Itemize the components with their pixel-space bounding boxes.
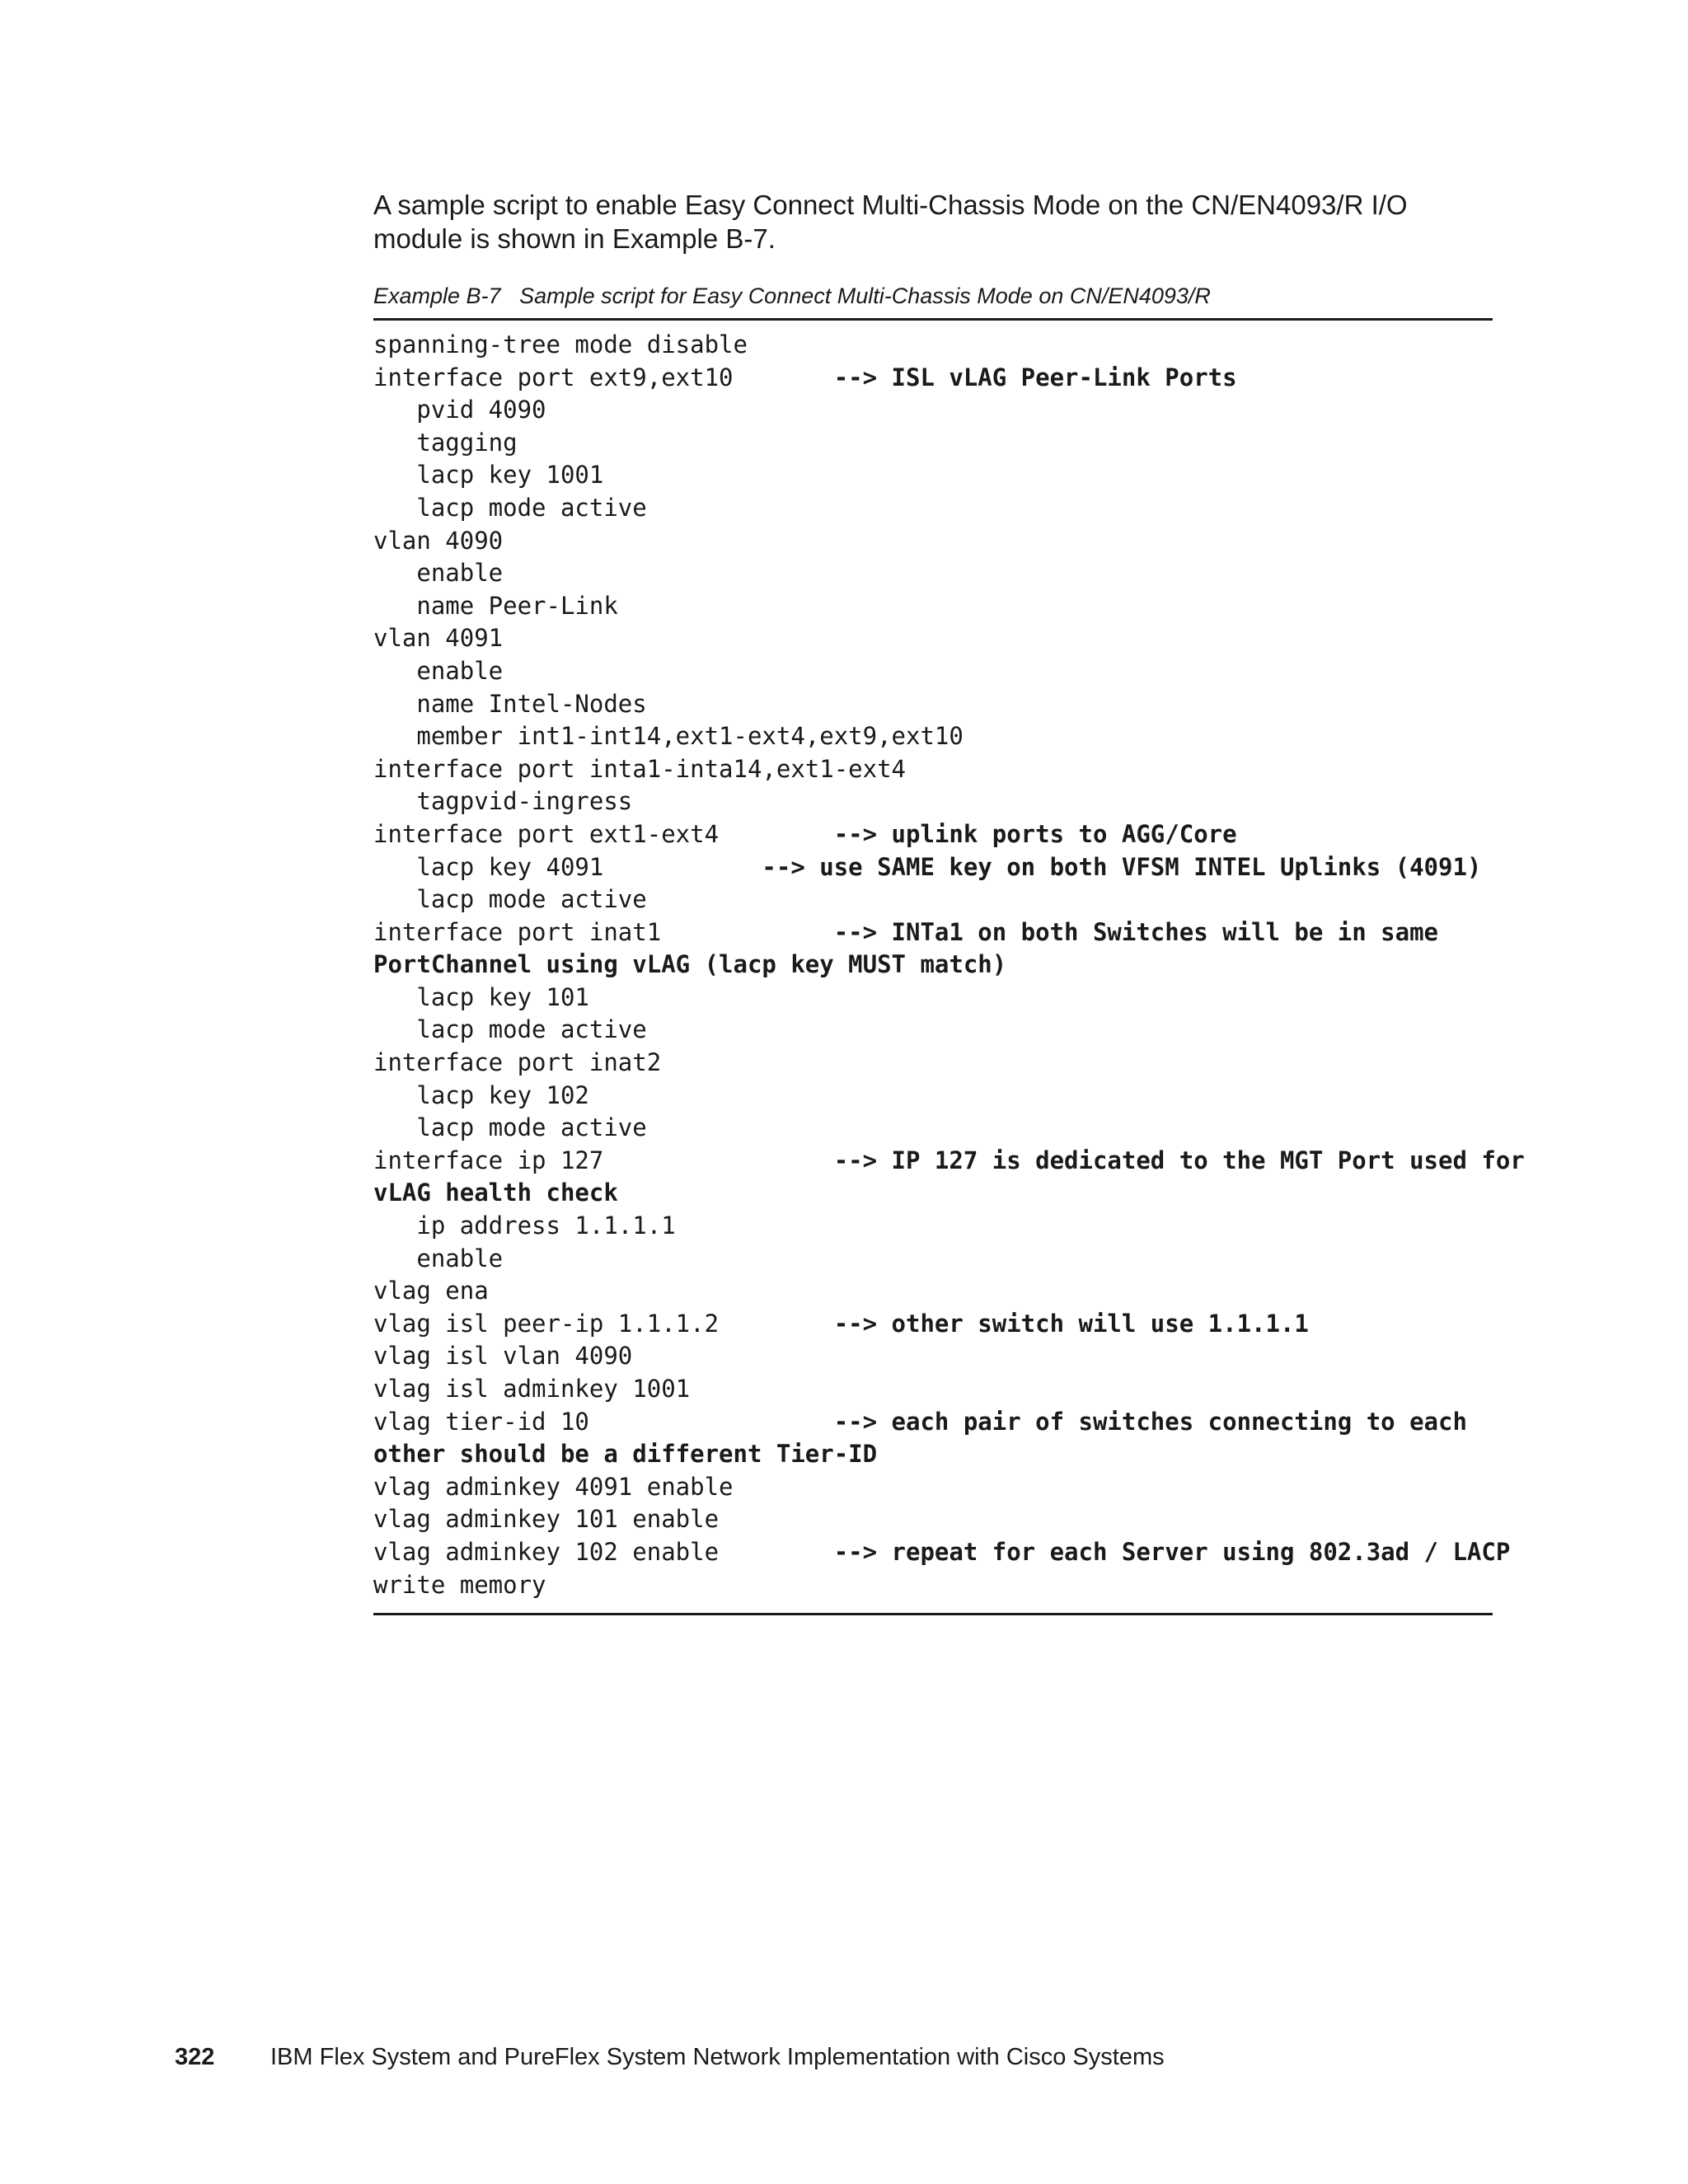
code-comment: --> IP 127 is dedicated to the MGT Port used for: [833, 1146, 1525, 1174]
code-line: [373, 525, 1493, 558]
example-caption: [373, 282, 1211, 310]
code-text: spanning-tree mode disable: [373, 330, 748, 359]
code-line: [373, 720, 1493, 753]
example-title: Sample script for Easy Connect Multi-Chassis Mode on CN/EN4093/R: [519, 284, 1211, 308]
code-comment: other should be a different Tier-ID: [373, 1440, 878, 1469]
code-text: vlag adminkey 102 enable: [373, 1537, 834, 1566]
code-text: ip address 1.1.1.1: [373, 1212, 676, 1240]
code-line: [373, 329, 1493, 362]
code-text: vlag isl peer-ip 1.1.1.2: [373, 1309, 834, 1338]
code-text: lacp key 4091: [373, 852, 762, 881]
code-line: [373, 1080, 1493, 1113]
book-title: IBM Flex System and PureFlex System Network Implementation with Cisco Systems: [270, 2044, 1165, 2070]
code-comment: --> uplink ports to AGG/Core: [833, 819, 1237, 848]
code-line: [373, 982, 1493, 1015]
code-text: vlag ena: [373, 1277, 489, 1305]
code-comment: --> other switch will use 1.1.1.1: [833, 1309, 1309, 1338]
code-line: [373, 1145, 1525, 1178]
code-text: tagging: [373, 428, 518, 457]
code-text: vlag tier-id 10: [373, 1407, 834, 1436]
code-text: lacp mode active: [373, 885, 647, 914]
code-text: vlan 4091: [373, 624, 504, 653]
code-text: lacp mode active: [373, 1015, 647, 1044]
code-line: [373, 1536, 1511, 1569]
code-line: [373, 949, 1493, 982]
code-line: [373, 655, 1493, 688]
code-line: [373, 851, 1493, 884]
code-block: [373, 318, 1525, 1615]
code-text: name Intel-Nodes: [373, 689, 647, 718]
code-text: name Peer-Link: [373, 591, 618, 620]
code-comment: --> ISL vLAG Peer-Link Ports: [833, 363, 1237, 391]
code-text: vlag isl adminkey 1001: [373, 1375, 691, 1403]
code-comment: PortChannel using vLAG (lacp key MUST match): [373, 950, 1007, 979]
page-footer: [175, 2042, 1165, 2072]
code-line: [373, 785, 1493, 818]
code-line: [373, 753, 1493, 786]
code-text: enable: [373, 1244, 504, 1272]
intro-paragraph: A sample script to enable Easy Connect Multi-Chassis Mode on the CN/EN4093/R I/O module is shown in Example B-7.: [373, 190, 1408, 254]
code-text: enable: [373, 656, 504, 685]
example-label: Example B-7: [373, 284, 501, 308]
code-comment: --> each pair of switches connecting to each: [833, 1407, 1467, 1436]
code-line: [373, 394, 1493, 427]
code-line: [373, 1243, 1493, 1276]
code-line: [373, 1308, 1493, 1341]
code-text: vlan 4090: [373, 526, 504, 555]
code-line: [373, 1177, 1493, 1210]
code-line: [373, 362, 1493, 395]
code-line: [373, 1438, 1493, 1471]
code-line: [373, 1210, 1493, 1243]
code-comment: --> repeat for each Server using 802.3ad / LACP: [833, 1537, 1511, 1566]
code-line: [373, 1471, 1493, 1504]
code-comment: --> INTa1 on both Switches will be in same: [833, 917, 1439, 946]
code-comment: vLAG health check: [373, 1179, 618, 1207]
code-comment: --> use SAME key on both VFSM INTEL Uplinks (4091): [762, 852, 1482, 881]
code-line: [373, 459, 1493, 492]
code-line: [373, 557, 1493, 590]
code-line: [373, 1047, 1493, 1080]
code-line: [373, 590, 1493, 623]
code-line: [373, 1340, 1493, 1373]
code-text: interface port inta1-inta14,ext1-ext4: [373, 754, 907, 783]
code-line: [373, 916, 1493, 949]
code-text: member int1-int14,ext1-ext4,ext9,ext10: [373, 722, 964, 751]
code-line: [373, 427, 1493, 460]
code-text: lacp key 101: [373, 982, 589, 1011]
code-line: [373, 883, 1493, 916]
code-line: [373, 1569, 1493, 1602]
code-text: lacp mode active: [373, 493, 647, 522]
code-line: [373, 688, 1493, 721]
code-text: lacp mode active: [373, 1113, 647, 1142]
code-text: write memory: [373, 1570, 546, 1599]
code-line: [373, 1112, 1493, 1145]
code-text: vlag adminkey 101 enable: [373, 1505, 720, 1534]
code-line: [373, 1406, 1493, 1439]
code-text: vlag isl vlan 4090: [373, 1342, 633, 1371]
code-text: interface port ext9,ext10: [373, 363, 834, 391]
code-text: tagpvid-ingress: [373, 787, 633, 816]
code-text: pvid 4090: [373, 396, 546, 424]
code-line: [373, 818, 1493, 851]
code-line: [373, 622, 1493, 655]
page-number: 322: [175, 2044, 215, 2070]
code-text: lacp key 102: [373, 1080, 589, 1109]
code-text: interface port inat2: [373, 1048, 662, 1077]
code-line: [373, 1503, 1493, 1536]
code-text: enable: [373, 559, 504, 588]
code-text: interface port ext1-ext4: [373, 819, 834, 848]
code-line: [373, 1014, 1493, 1047]
code-text: lacp key 1001: [373, 461, 604, 490]
code-line: [373, 492, 1493, 525]
code-line: [373, 1373, 1493, 1406]
code-line: [373, 1275, 1493, 1308]
code-text: interface port inat1: [373, 917, 834, 946]
code-text: vlag adminkey 4091 enable: [373, 1472, 734, 1501]
code-text: interface ip 127: [373, 1146, 834, 1174]
